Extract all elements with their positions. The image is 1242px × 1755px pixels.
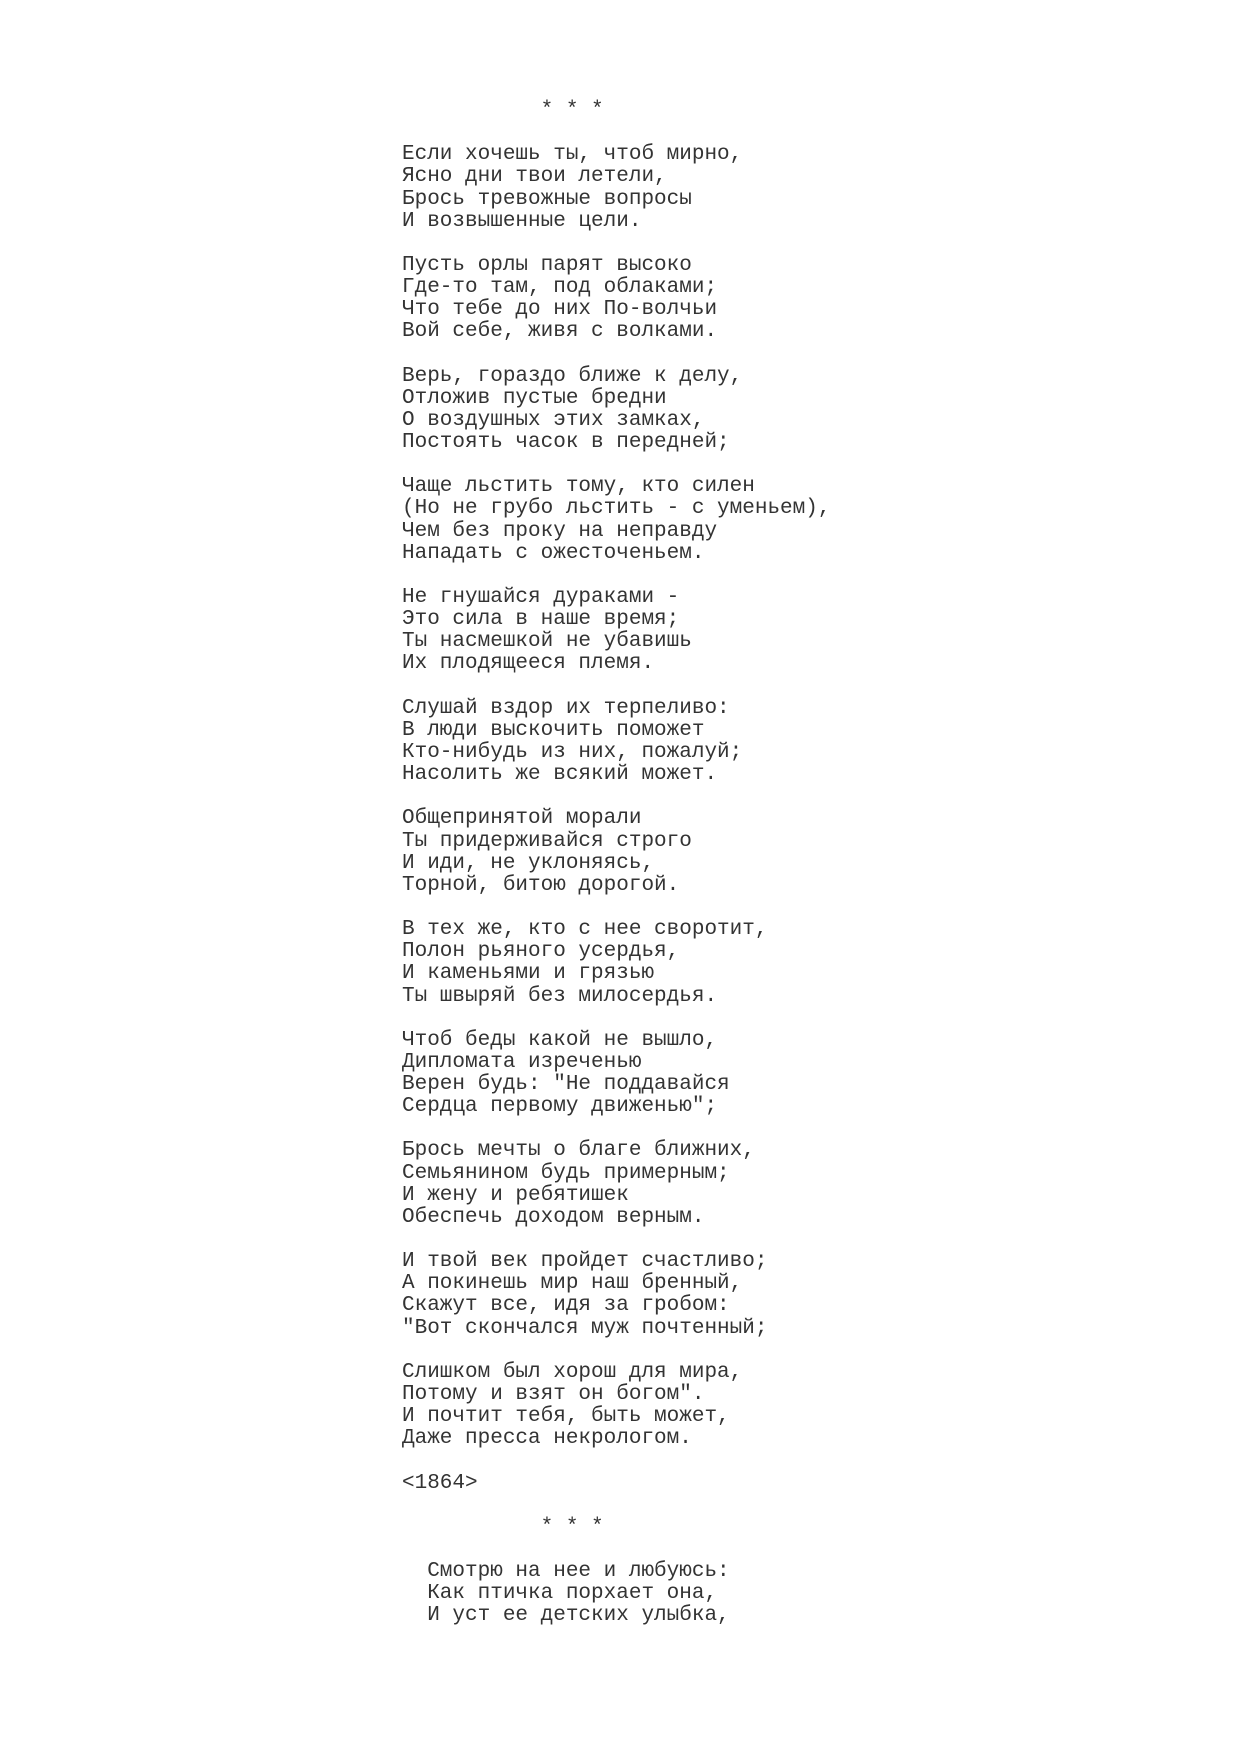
poem-line: Ты швыряй без милосердья. — [402, 984, 718, 1008]
poem-line: Слишком был хорош для мира, — [402, 1360, 743, 1384]
poem-line: Дипломата изреченью — [402, 1050, 642, 1074]
poem-line: И уст ее детских улыбка, — [427, 1604, 730, 1628]
poem-line: "Вот скончался муж почтенный; — [402, 1316, 768, 1340]
poem-line: Ты придерживайся строго — [402, 829, 692, 853]
poem1-date — [402, 1473, 830, 1495]
poem-line: Обеспечь доходом верным. — [402, 1205, 705, 1229]
poem-line: Ясно дни твои летели, — [402, 165, 667, 189]
poem-line: Что тебе до них По-волчьи — [402, 298, 718, 322]
poem-line: Брось тревожные вопросы — [402, 187, 692, 211]
poem-line: Это сила в наше время; — [402, 608, 680, 632]
poem-line: Кто-нибудь из них, пожалуй; — [402, 740, 743, 764]
separator-middle — [402, 1517, 830, 1539]
poem-line: И жену и ребятишек — [402, 1183, 629, 1207]
poem-line: Скажут все, идя за гробом: — [402, 1294, 730, 1318]
poem-line: В люди выскочить поможет — [402, 718, 705, 742]
poem-line: Если хочешь ты, чтоб мирно, — [402, 143, 743, 167]
poem-line: Где-то там, под облаками; — [402, 276, 718, 300]
poem-line: О воздушных этих замках, — [402, 408, 705, 432]
poem1-stanza-1 — [402, 144, 830, 233]
poem2-stanza-1 — [402, 1561, 830, 1627]
poem-line: Полон рьяного усердья, — [402, 940, 680, 964]
poem1-stanza-9 — [402, 1030, 830, 1119]
poem-line: Отложив пустые бредни — [402, 386, 667, 410]
poem-line: Постоять часок в передней; — [402, 431, 730, 455]
poem-line: И почтит тебя, быть может, — [402, 1405, 730, 1429]
poem1-stanza-11 — [402, 1251, 830, 1340]
poem-line: Даже пресса некрологом. — [402, 1427, 692, 1451]
poem-line: Верен будь: "Не поддавайся — [402, 1073, 730, 1097]
poem-line: Торной, битою дорогой. — [402, 873, 680, 897]
poem-text-block — [402, 100, 830, 1650]
poem1-stanza-3 — [402, 366, 830, 455]
poem-line: Чем без проку на неправду — [402, 519, 718, 543]
poem-line: Вой себе, живя с волками. — [402, 320, 718, 344]
poem-line: А покинешь мир наш бренный, — [402, 1272, 743, 1296]
poem-line: Смотрю на нее и любуюсь: — [427, 1560, 730, 1584]
poem1-stanza-5 — [402, 587, 830, 676]
poem-line: Насолить же всякий может. — [402, 763, 718, 787]
poem1-stanza-10 — [402, 1140, 830, 1229]
poem-line: Нападать с ожесточеньем. — [402, 541, 705, 565]
poem1-stanza-7 — [402, 808, 830, 897]
poem-line: Потому и взят он богом". — [402, 1382, 705, 1406]
poem-line: Их плодящееся племя. — [402, 652, 655, 676]
poem-line: И иди, не уклоняясь, — [402, 851, 655, 875]
poem-line: Семьянином будь примерным; — [402, 1161, 730, 1185]
poem1-stanza-8 — [402, 919, 830, 1008]
poem1-stanza-2 — [402, 255, 830, 344]
poem-line: Чаще льстить тому, кто силен — [402, 475, 755, 499]
poem-line: Верь, гораздо ближе к делу, — [402, 364, 743, 388]
poem-line: Ты насмешкой не убавишь — [402, 630, 692, 654]
poem-line: Общепринятой морали — [402, 807, 642, 831]
poem1-stanza-6 — [402, 698, 830, 787]
poem-line: В тех же, кто с нее своротит, — [402, 918, 768, 942]
poem-line: Не гнушайся дураками - — [402, 586, 680, 610]
poem-line: Сердца первому движенью"; — [402, 1095, 718, 1119]
poem-line: Как птичка порхает она, — [427, 1582, 718, 1606]
separator-top — [402, 100, 830, 122]
poem-line: И возвышенные цели. — [402, 209, 642, 233]
poem-line: Пусть орлы парят высоко — [402, 253, 692, 277]
poem-line: (Но не грубо льстить - с уменьем), — [402, 497, 831, 521]
poem1-stanza-4 — [402, 476, 830, 565]
poem-line: <1864> — [402, 1471, 478, 1495]
poem-line: * * * — [540, 1515, 604, 1539]
poem-line: Чтоб беды какой не вышло, — [402, 1028, 718, 1052]
poem-line: И каменьями и грязью — [402, 962, 655, 986]
poem-line: * * * — [540, 99, 604, 122]
poem-line: Брось мечты о благе ближних, — [402, 1139, 755, 1163]
poem1-stanza-12 — [402, 1362, 830, 1451]
poem-line: Слушай вздор их терпеливо: — [402, 696, 730, 720]
poem-line: И твой век пройдет счастливо; — [402, 1250, 768, 1274]
